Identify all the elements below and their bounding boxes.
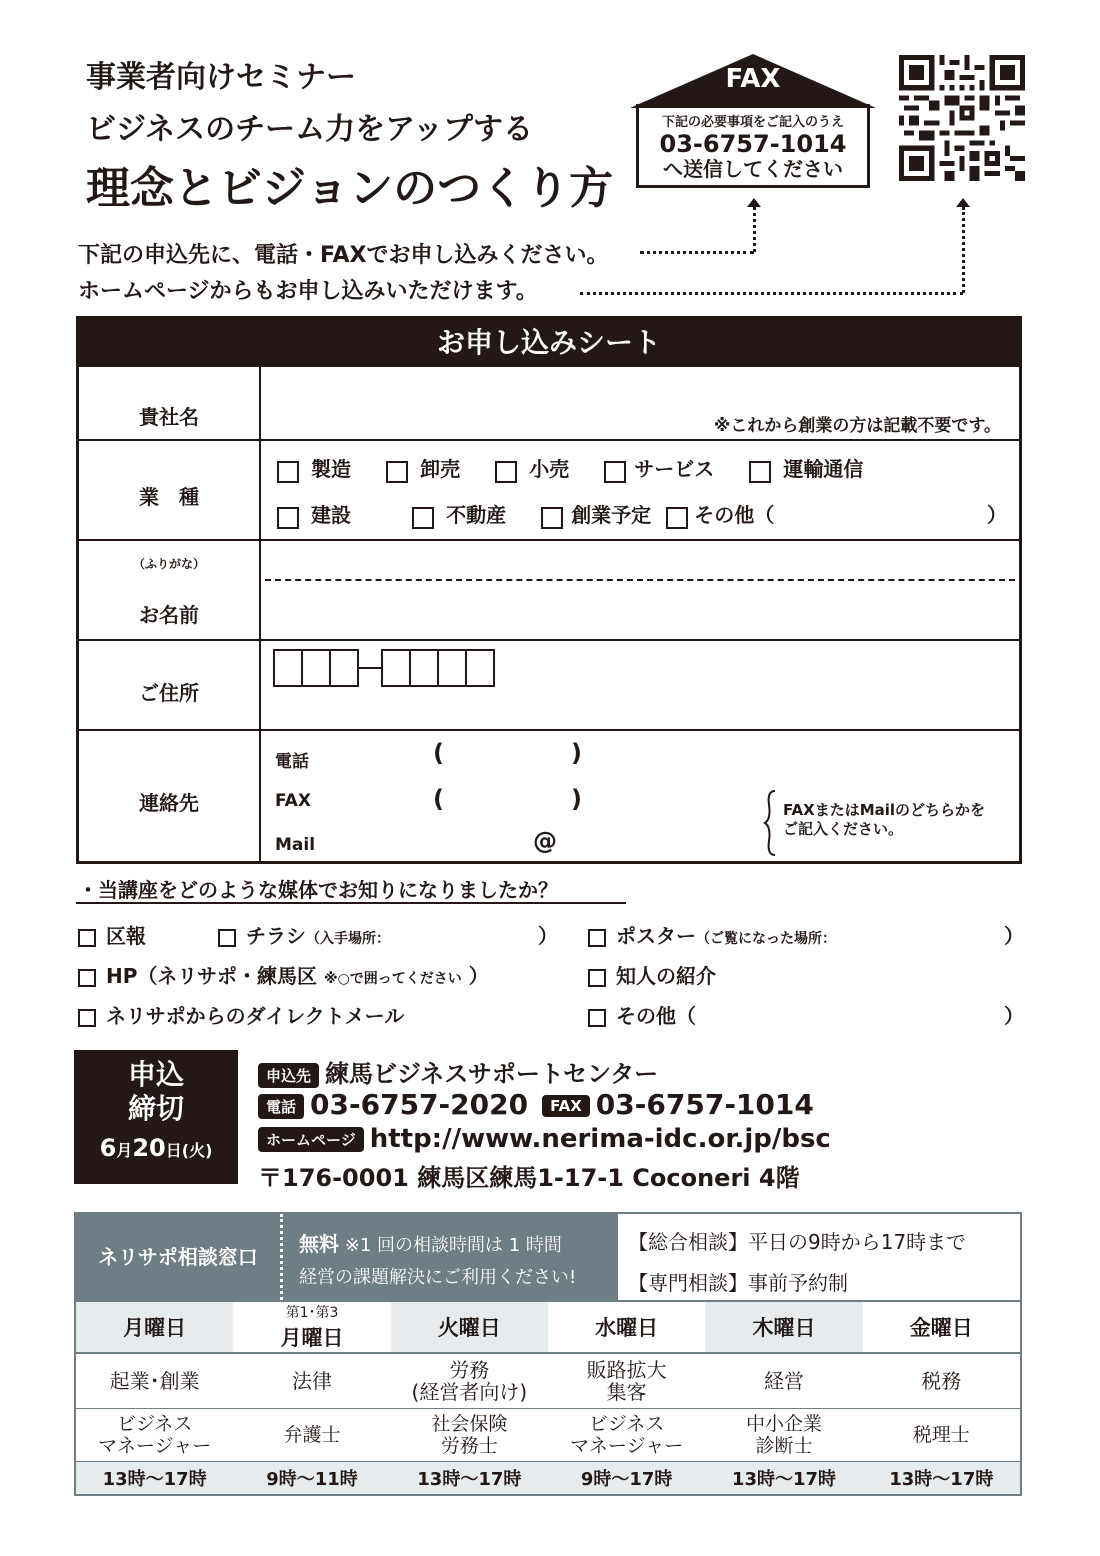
arrow-up-icon <box>747 198 761 207</box>
day-cell: 木曜日 <box>752 1316 816 1340</box>
address-line: 〒176-0001 練馬区練馬1-17-1 Coconeri 4階 <box>258 1164 800 1192</box>
homepage-tag: ホームページ <box>258 1127 364 1152</box>
day-prefix: 第1･第3 <box>285 1305 339 1321</box>
survey-option-acquaintance[interactable] <box>588 960 716 989</box>
dotted-connector <box>640 251 754 254</box>
industry-checkbox[interactable] <box>277 507 299 529</box>
postal-digit-box[interactable] <box>329 649 359 687</box>
survey-question: ・当講座をどのような媒体でお知りになりましたか？ <box>78 878 558 902</box>
application-form <box>76 316 1022 864</box>
postal-digit-box[interactable] <box>409 649 439 687</box>
homepage-link[interactable]: http://www.nerima-idc.or.jp/bsc <box>369 1124 831 1154</box>
fax-input[interactable] <box>379 787 679 817</box>
dotted-connector <box>580 292 963 295</box>
address-label: ご住所 <box>139 681 199 705</box>
expert-cell: ビジネス マネージャー <box>570 1413 684 1457</box>
survey-checkbox[interactable] <box>588 929 606 947</box>
expert-cell: 弁護士 <box>283 1424 341 1446</box>
industry-checkbox[interactable] <box>277 461 299 483</box>
paren-close: ) <box>571 785 582 813</box>
free-line: 経営の課題解決にご利用ください! <box>299 1267 577 1288</box>
day-label: 月曜日 <box>280 1326 344 1350</box>
contact-note-line: ご記入ください。 <box>783 820 904 838</box>
industry-option: 建設 <box>311 503 351 527</box>
topic-cell: 労務 (経営者向け) <box>411 1358 528 1404</box>
homepage-line <box>258 1124 831 1154</box>
survey-checkbox[interactable] <box>78 969 96 987</box>
survey-option-note: （ご覧になった場所： <box>696 931 836 947</box>
industry-row-1 <box>277 453 1007 483</box>
company-note: ※これから創業の方は記載不要です。 <box>713 416 1001 436</box>
consultation-title: ネリサポ相談窓口 <box>76 1214 280 1300</box>
close-paren: ） <box>987 503 1007 527</box>
phone-input[interactable] <box>379 743 679 773</box>
furigana-label: （ふりがな） <box>132 557 205 571</box>
deadline-label: 申込 <box>127 1058 184 1091</box>
industry-label: 業 種 <box>139 485 199 509</box>
expert-cell: 中小企業 診断士 <box>745 1413 822 1457</box>
name-label: お名前 <box>139 603 199 627</box>
postal-digit-box[interactable] <box>465 649 495 687</box>
survey-option-label: HP（ネリサポ・練馬区 <box>106 964 317 988</box>
deadline-day: 20 <box>132 1134 166 1162</box>
expert-cell: 税理士 <box>912 1424 970 1446</box>
arrow-up-icon <box>956 198 970 207</box>
contact-note-line: FAXまたはMailのどちらかを <box>783 801 986 819</box>
underline <box>76 902 626 904</box>
industry-checkbox[interactable] <box>666 507 688 529</box>
topic-row <box>76 1354 1020 1408</box>
company-label: 貴社名 <box>139 405 199 429</box>
intro-text: 下記の申込先に、電話・FAXでお申し込みください。 <box>78 243 609 268</box>
dashed-divider <box>265 579 1015 581</box>
industry-checkbox[interactable] <box>386 461 408 483</box>
topic-cell: 税務 <box>921 1369 962 1393</box>
survey-option-label: その他（ <box>616 1004 696 1028</box>
topic-cell: 経営 <box>763 1369 804 1393</box>
survey-option-poster[interactable] <box>588 920 836 949</box>
industry-option: 不動産 <box>446 503 507 527</box>
postal-digit-box[interactable] <box>273 649 303 687</box>
brace-icon <box>763 789 779 857</box>
survey-option-dm[interactable] <box>78 1000 404 1029</box>
deadline-weekday: (火) <box>181 1141 213 1160</box>
survey-option-label: 区報 <box>106 924 146 948</box>
deadline-month: 6 <box>99 1134 117 1162</box>
industry-checkbox[interactable] <box>495 461 517 483</box>
fax-field-label: FAX <box>275 791 311 811</box>
survey-option-label: チラシ <box>246 924 306 948</box>
contact-note <box>783 801 985 839</box>
expert-cell: 社会保険 労務士 <box>431 1413 508 1457</box>
time-cell: 13時～17時 <box>889 1469 994 1490</box>
deadline-box <box>74 1050 238 1184</box>
industry-row-2 <box>277 499 1007 529</box>
fax-tag: FAX <box>542 1095 590 1117</box>
name-input[interactable] <box>261 583 1017 637</box>
phone-fax-line <box>258 1088 814 1121</box>
survey-option-flyer[interactable] <box>218 920 390 949</box>
close-paren: ） <box>468 964 489 988</box>
phone-label: 電話 <box>275 752 309 772</box>
row-divider <box>79 639 1019 641</box>
industry-checkbox[interactable] <box>749 461 771 483</box>
address-input[interactable] <box>261 691 1017 727</box>
survey-option-label: ネリサポからのダイレクトメール <box>106 1004 405 1028</box>
industry-option: 創業予定 <box>571 503 652 527</box>
fax-number-link[interactable]: 03-6757-1014 <box>595 1088 814 1121</box>
fax-note: 下記の必要事項をご記入のうえ <box>661 115 844 130</box>
postal-digit-box[interactable] <box>381 649 411 687</box>
industry-option: その他（ <box>694 503 775 527</box>
consultation-hours <box>628 1218 966 1296</box>
seminar-subtitle: ビジネスのチーム力をアップする <box>86 112 533 147</box>
time-cell: 9時～17時 <box>580 1469 673 1490</box>
form-title: お申し込みシート <box>79 319 1019 367</box>
industry-checkbox[interactable] <box>541 507 563 529</box>
industry-option: 卸売 <box>420 457 461 481</box>
mail-label: Mail <box>275 835 316 855</box>
survey-option-label: 知人の紹介 <box>616 964 716 988</box>
postal-digit-box[interactable] <box>301 649 331 687</box>
postal-code-input[interactable] <box>273 649 495 687</box>
survey-option-note: ※○で囲ってください <box>323 971 462 987</box>
industry-option: 製造 <box>311 457 351 481</box>
day-cell: 金曜日 <box>863 1302 1020 1352</box>
survey-checkbox[interactable] <box>218 929 236 947</box>
topic-cell: 法律 <box>291 1369 332 1393</box>
tel-tag: 電話 <box>258 1094 304 1119</box>
paren-close: ) <box>571 739 582 767</box>
paren-open: ( <box>433 785 444 813</box>
survey-checkbox[interactable] <box>588 1009 606 1027</box>
survey-checkbox[interactable] <box>78 1009 96 1027</box>
survey-checkbox[interactable] <box>588 969 606 987</box>
apply-tag: 申込先 <box>258 1063 319 1088</box>
seminar-category: 事業者向けセミナー <box>86 60 356 95</box>
apply-to-line <box>258 1054 658 1089</box>
seminar-title: 理念とビジョンのつくり方 <box>86 163 614 214</box>
industry-option: 小売 <box>529 457 570 481</box>
close-paren: ） <box>1004 1004 1024 1028</box>
time-cell: 13時～17時 <box>417 1469 522 1490</box>
row-divider <box>79 439 1019 441</box>
deadline-date <box>74 1134 238 1162</box>
industry-option: サービス <box>634 457 715 481</box>
intro-text: ホームページからもお申し込みいただけます。 <box>78 279 538 304</box>
consultation-panel <box>74 1212 1022 1496</box>
weekday-row <box>76 1302 1020 1352</box>
postal-dash <box>359 667 381 669</box>
deadline-day-unit: 日 <box>165 1141 182 1160</box>
close-paren: ） <box>1004 924 1024 948</box>
expert-cell: ビジネス マネージャー <box>98 1413 212 1457</box>
time-cell: 13時～17時 <box>102 1469 207 1490</box>
consultation-free-box <box>280 1214 618 1300</box>
free-label: 無料 <box>299 1232 339 1256</box>
fax-send-text: へ送信してください <box>663 157 843 181</box>
survey-option-label: ポスター <box>616 924 696 948</box>
close-paren: ） <box>538 924 558 948</box>
fax-instruction-box <box>628 52 878 192</box>
special-consult: 【専門相談】事前予約制 <box>628 1271 848 1295</box>
fax-number: 03-6757-1014 <box>659 130 847 158</box>
dotted-connector <box>753 207 756 252</box>
industry-checkbox[interactable] <box>412 507 434 529</box>
free-note: ※1 回の相談時間は 1 時間 <box>344 1235 562 1256</box>
industry-checkbox[interactable] <box>604 461 626 483</box>
time-cell: 13時～17時 <box>731 1469 837 1490</box>
general-consult: 【総合相談】平日の9時から17時まで <box>628 1230 967 1254</box>
topic-cell: 販路拡大 集客 <box>586 1358 667 1404</box>
furigana-input[interactable] <box>261 541 1017 577</box>
organization-name: 練馬ビジネスサポートセンター <box>325 1060 659 1088</box>
postal-digit-box[interactable] <box>437 649 467 687</box>
deadline-label: 締切 <box>127 1092 184 1125</box>
dotted-connector <box>962 207 965 293</box>
day-cell <box>233 1302 390 1352</box>
contact-label: 連絡先 <box>139 791 199 815</box>
mail-input[interactable] <box>379 829 759 859</box>
time-cell: 9時～11時 <box>266 1469 358 1490</box>
fax-label: FAX <box>725 64 781 94</box>
deadline-month-unit: 月 <box>116 1141 133 1160</box>
paren-open: ( <box>433 739 444 767</box>
time-row <box>76 1462 1020 1494</box>
industry-option: 運輸通信 <box>783 457 864 481</box>
fax-body <box>636 104 870 188</box>
at-sign: @ <box>533 827 557 855</box>
topic-cell: 起業･創業 <box>109 1369 200 1393</box>
day-cell: 火曜日 <box>437 1316 501 1340</box>
survey-checkbox[interactable] <box>78 929 96 947</box>
survey-option-other[interactable] <box>588 1000 696 1029</box>
tel-number[interactable]: 03-6757-2020 <box>310 1088 529 1121</box>
survey-option-hp[interactable] <box>78 960 489 989</box>
survey-option-ward[interactable] <box>78 920 146 949</box>
day-cell: 月曜日 <box>123 1316 187 1340</box>
qr-code-icon[interactable] <box>899 55 1025 181</box>
day-cell: 水曜日 <box>548 1302 705 1352</box>
survey-option-note: （入手場所： <box>306 931 390 947</box>
row-divider <box>79 729 1019 731</box>
expert-row <box>76 1409 1020 1461</box>
